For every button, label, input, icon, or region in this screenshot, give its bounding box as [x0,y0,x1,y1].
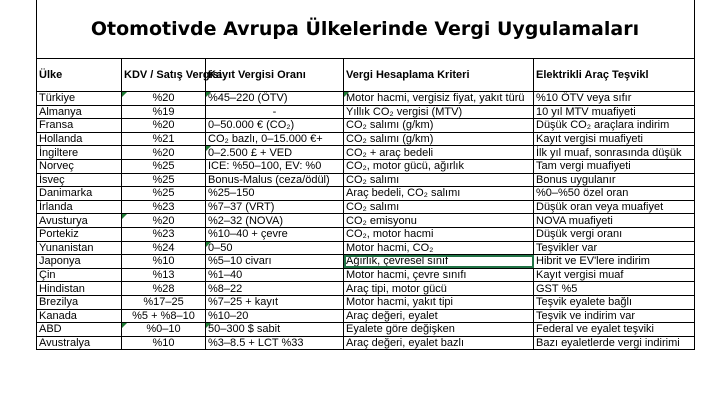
cell-text: Kanada [39,309,77,322]
cell-criteria[interactable] [344,336,534,350]
cell-country[interactable] [37,105,122,119]
cell-note-marker [122,323,127,328]
cell-text: GST %5 [536,282,578,295]
cell-text: %13 [152,269,175,282]
cell-text: Avusturya [39,214,88,227]
table-row [37,309,695,323]
cell-country[interactable] [37,323,122,337]
cell-text: %20 [152,214,175,227]
cell-text: Yunanistan [39,241,94,254]
cell-registration-tax[interactable] [206,214,344,228]
cell-text: 0–50 [208,241,233,254]
cell-vat[interactable] [122,323,206,337]
cell-country[interactable] [37,119,122,133]
cell-text: Araç tipi, motor gücü [346,282,447,295]
header-row [37,59,695,92]
cell-vat[interactable] [122,119,206,133]
cell-criteria[interactable] [344,227,534,241]
cell-country[interactable] [37,146,122,160]
cell-criteria[interactable] [344,146,534,160]
cell-text: %25 [152,160,175,173]
cell-note-marker [122,214,127,219]
cell-text: %5–10 civarı [208,255,272,268]
cell-text: Araç bedeli, CO₂ salımı [346,187,461,200]
cell-text: Araç değeri, eyalet bazlı [346,336,465,349]
table-row [37,241,695,255]
cell-text: Ağırlık, çevresel sınıf [346,255,449,268]
cell-ev-incentive[interactable] [534,92,695,106]
table-row [37,295,695,309]
cell-text: Danimarka [39,187,93,200]
cell-country[interactable] [37,187,122,201]
cell-text: CO₂ + araç bedeli [346,146,434,159]
cell-text: İngiltere [39,146,79,159]
cell-text: ICE: %50–100, EV: %0 [208,160,322,173]
cell-text: %23 [152,228,175,241]
cell-country[interactable] [37,227,122,241]
cell-text: Hibrit ve EV'lere indirim [536,255,650,268]
cell-country[interactable] [37,295,122,309]
cell-ev-incentive[interactable] [534,268,695,282]
cell-text: %1–40 [208,269,243,282]
cell-vat[interactable] [122,159,206,173]
cell-text: %7–25 + kayıt [208,296,279,309]
cell-text: %8–22 [208,282,243,295]
cell-ev-incentive[interactable] [534,295,695,309]
cell-text: Bonus-Malus (ceza/ödül) [208,173,330,186]
cell-criteria[interactable] [344,323,534,337]
cell-registration-tax[interactable] [206,105,344,119]
cell-vat[interactable] [122,92,206,106]
cell-text: İsveç [39,173,65,186]
cell-text: Düşük vergi oranı [536,228,623,241]
cell-country[interactable] [37,159,122,173]
cell-note-marker [206,323,211,328]
cell-text: NOVA muafiyeti [536,214,613,227]
cell-criteria[interactable] [344,309,534,323]
cell-registration-tax[interactable] [206,200,344,214]
cell-text: Hindistan [39,282,85,295]
cell-text: ABD [39,323,62,336]
cell-vat[interactable] [122,173,206,187]
cell-text: %5 + %8–10 [132,309,195,322]
cell-text: Motor hacmi, vergisiz fiyat, yakıt türü [346,92,525,105]
cell-note-marker [206,92,211,97]
cell-text: Düşük oran veya muafiyet [536,201,664,214]
cell-text: %10 ÖTV veya sıfır [536,92,632,105]
cell-text: %20 [152,92,175,105]
cell-text: Avustralya [39,336,91,349]
cell-ev-incentive[interactable] [534,119,695,133]
cell-registration-tax[interactable] [206,336,344,350]
cell-country[interactable] [37,336,122,350]
table-row [37,187,695,201]
cell-country[interactable] [37,200,122,214]
cell-text: Bazı eyaletlerde vergi indirimi [536,336,680,349]
cell-text: %28 [152,282,175,295]
cell-criteria[interactable] [344,214,534,228]
cell-criteria[interactable] [344,282,534,296]
cell-text: %23 [152,201,175,214]
cell-text: - [272,105,277,118]
cell-text: %24 [152,241,175,254]
cell-text: Motor hacmi, çevre sınıfı [346,269,467,282]
cell-text: %25–150 [208,187,255,200]
cell-text: Yıllık CO₂ vergisi (MTV) [346,105,463,118]
cell-text: Türkiye [39,92,76,105]
cell-ev-incentive[interactable] [534,323,695,337]
cell-criteria[interactable] [344,173,534,187]
cell-vat[interactable] [122,132,206,146]
cell-vat[interactable] [122,255,206,269]
cell-vat[interactable] [122,295,206,309]
header-vat[interactable]: KDV / Satış Vergisi [122,59,206,92]
cell-country[interactable] [37,268,122,282]
cell-criteria[interactable] [344,200,534,214]
cell-text: %20 [152,146,175,159]
cell-text: 50–300 $ sabit [208,323,281,336]
cell-country[interactable] [37,255,122,269]
cell-text: %45–220 (ÖTV) [208,92,288,105]
cell-text: Çin [39,269,56,282]
cell-ev-incentive[interactable] [534,214,695,228]
cell-text: Tam vergi muafiyeti [536,160,631,173]
cell-text: Fransa [39,119,74,132]
cell-registration-tax[interactable] [206,282,344,296]
cell-text: %3–8.5 + LCT %33 [208,336,304,349]
cell-vat[interactable] [122,309,206,323]
table-row [37,282,695,296]
cell-country[interactable] [37,173,122,187]
table-row [37,227,695,241]
cell-registration-tax[interactable] [206,268,344,282]
table-row [37,268,695,282]
cell-country[interactable] [37,282,122,296]
cell-registration-tax[interactable] [206,241,344,255]
table-row [37,255,695,269]
cell-text: Brezilya [39,296,79,309]
tax-table [36,58,695,350]
cell-note-marker [122,92,127,97]
cell-text: Almanya [39,105,82,118]
cell-text: Teşvik ve indirim var [536,309,636,322]
cell-ev-incentive[interactable] [534,309,695,323]
cell-criteria[interactable] [344,295,534,309]
cell-criteria[interactable] [344,159,534,173]
cell-text: %25 [152,187,175,200]
cell-text: %10 [152,336,175,349]
cell-vat[interactable] [122,282,206,296]
header-ev-incentive[interactable]: Elektrikli Araç Teşvikl [534,59,695,92]
cell-text: CO₂ emisyonu [346,214,417,227]
cell-text: Eyalete göre değişken [346,323,455,336]
cell-country[interactable] [37,241,122,255]
cell-text: CO₂ salımı (g/km) [346,133,434,146]
cell-text: Portekiz [39,228,79,241]
cell-text: Teşvikler var [536,241,598,254]
cell-registration-tax[interactable] [206,255,344,269]
cell-vat[interactable] [122,241,206,255]
cell-ev-incentive[interactable] [534,159,695,173]
cell-text: %10 [152,255,175,268]
cell-country[interactable] [37,132,122,146]
cell-text: Japonya [39,255,81,268]
table-row [37,323,695,337]
cell-text: İlk yıl muaf, sonrasında düşük [536,146,682,159]
cell-registration-tax[interactable] [206,119,344,133]
table-row [37,336,695,350]
cell-text: Federal ve eyalet teşviki [536,323,654,336]
cell-country[interactable] [37,214,122,228]
cell-vat[interactable] [122,200,206,214]
cell-text: 0–50.000 € (CO₂) [208,119,295,132]
cell-registration-tax[interactable] [206,227,344,241]
cell-ev-incentive[interactable] [534,146,695,160]
cell-ev-incentive[interactable] [534,241,695,255]
cell-registration-tax[interactable] [206,159,344,173]
table-row [37,92,695,106]
cell-criteria[interactable] [344,92,534,106]
cell-text: Norveç [39,160,74,173]
table-row [37,146,695,160]
cell-registration-tax[interactable] [206,132,344,146]
cell-text: Motor hacmi, CO₂ [346,241,434,254]
cell-vat[interactable] [122,105,206,119]
cell-text: 0–2.500 £ + VED [208,146,293,159]
table-row [37,200,695,214]
cell-text: %21 [152,133,175,146]
cell-criteria[interactable] [344,268,534,282]
cell-criteria[interactable] [344,119,534,133]
cell-text: Motor hacmi, yakıt tipi [346,296,453,309]
cell-ev-incentive[interactable] [534,336,695,350]
cell-text: CO₂ bazlı, 0–15.000 €+ [208,133,323,146]
cell-registration-tax[interactable] [206,173,344,187]
cell-ev-incentive[interactable] [534,227,695,241]
cell-text: Kayıt vergisi muafiyeti [536,133,643,146]
table-row [37,173,695,187]
cell-registration-tax[interactable] [206,146,344,160]
table-right-border [694,0,695,58]
cell-text: %10–20 [208,309,249,322]
cell-registration-tax[interactable] [206,295,344,309]
cell-text: %2–32 (NOVA) [208,214,283,227]
cell-note-marker [206,242,211,247]
table-row [37,159,695,173]
header-country[interactable]: Ülke [37,59,122,92]
cell-note-marker [206,146,211,151]
header-registration-tax[interactable]: Kayıt Vergisi Oranı [206,59,344,92]
cell-country[interactable] [37,309,122,323]
cell-criteria[interactable] [344,132,534,146]
cell-text: Araç değeri, eyalet [346,309,438,322]
cell-text: %10–40 + çevre [208,228,288,241]
cell-criteria[interactable] [344,255,534,269]
cell-text: %17–25 [143,296,184,309]
cell-ev-incentive[interactable] [534,105,695,119]
cell-registration-tax[interactable] [206,309,344,323]
table-row [37,214,695,228]
cell-note-marker [344,92,349,97]
cell-text: %0–10 [146,323,181,336]
cell-text: Teşvik eyalete bağlı [536,296,632,309]
cell-text: CO₂ salımı [346,201,400,214]
cell-text: Bonus uygulanır [536,173,616,186]
cell-registration-tax[interactable] [206,187,344,201]
cell-text: %7–37 (VRT) [208,201,275,214]
cell-criteria[interactable] [344,187,534,201]
page-title: Otomotivde Avrupa Ülkelerinde Vergi Uygulamaları [90,18,640,40]
cell-text: 10 yıl MTV muafiyeti [536,105,636,118]
cell-text: %25 [152,173,175,186]
cell-registration-tax[interactable] [206,323,344,337]
cell-vat[interactable] [122,336,206,350]
cell-text: Kayıt vergisi muaf [536,269,624,282]
cell-text: %0–%50 özel oran [536,187,629,200]
table-row [37,132,695,146]
cell-text: CO₂, motor gücü, ağırlık [346,160,464,173]
cell-text: Düşük CO₂ araçlara indirim [536,119,670,132]
cell-text: Hollanda [39,133,83,146]
cell-vat[interactable] [122,227,206,241]
cell-text: CO₂ salımı [346,173,400,186]
cell-vat[interactable] [122,214,206,228]
cell-text: CO₂ salımı (g/km) [346,119,434,132]
cell-text: CO₂, motor hacmi [346,228,434,241]
cell-ev-incentive[interactable] [534,200,695,214]
header-criteria[interactable]: Vergi Hesaplama Kriteri [344,59,534,92]
table-row [37,105,695,119]
cell-registration-tax[interactable] [206,92,344,106]
cell-vat[interactable] [122,187,206,201]
cell-vat[interactable] [122,146,206,160]
cell-vat[interactable] [122,268,206,282]
cell-ev-incentive[interactable] [534,255,695,269]
cell-ev-incentive[interactable] [534,132,695,146]
cell-criteria[interactable] [344,241,534,255]
cell-ev-incentive[interactable] [534,187,695,201]
cell-text: %20 [152,119,175,132]
cell-ev-incentive[interactable] [534,173,695,187]
cell-text: İrlanda [39,201,73,214]
table-row [37,119,695,133]
cell-text: %19 [152,105,175,118]
cell-country[interactable] [37,92,122,106]
cell-ev-incentive[interactable] [534,282,695,296]
cell-criteria[interactable] [344,105,534,119]
